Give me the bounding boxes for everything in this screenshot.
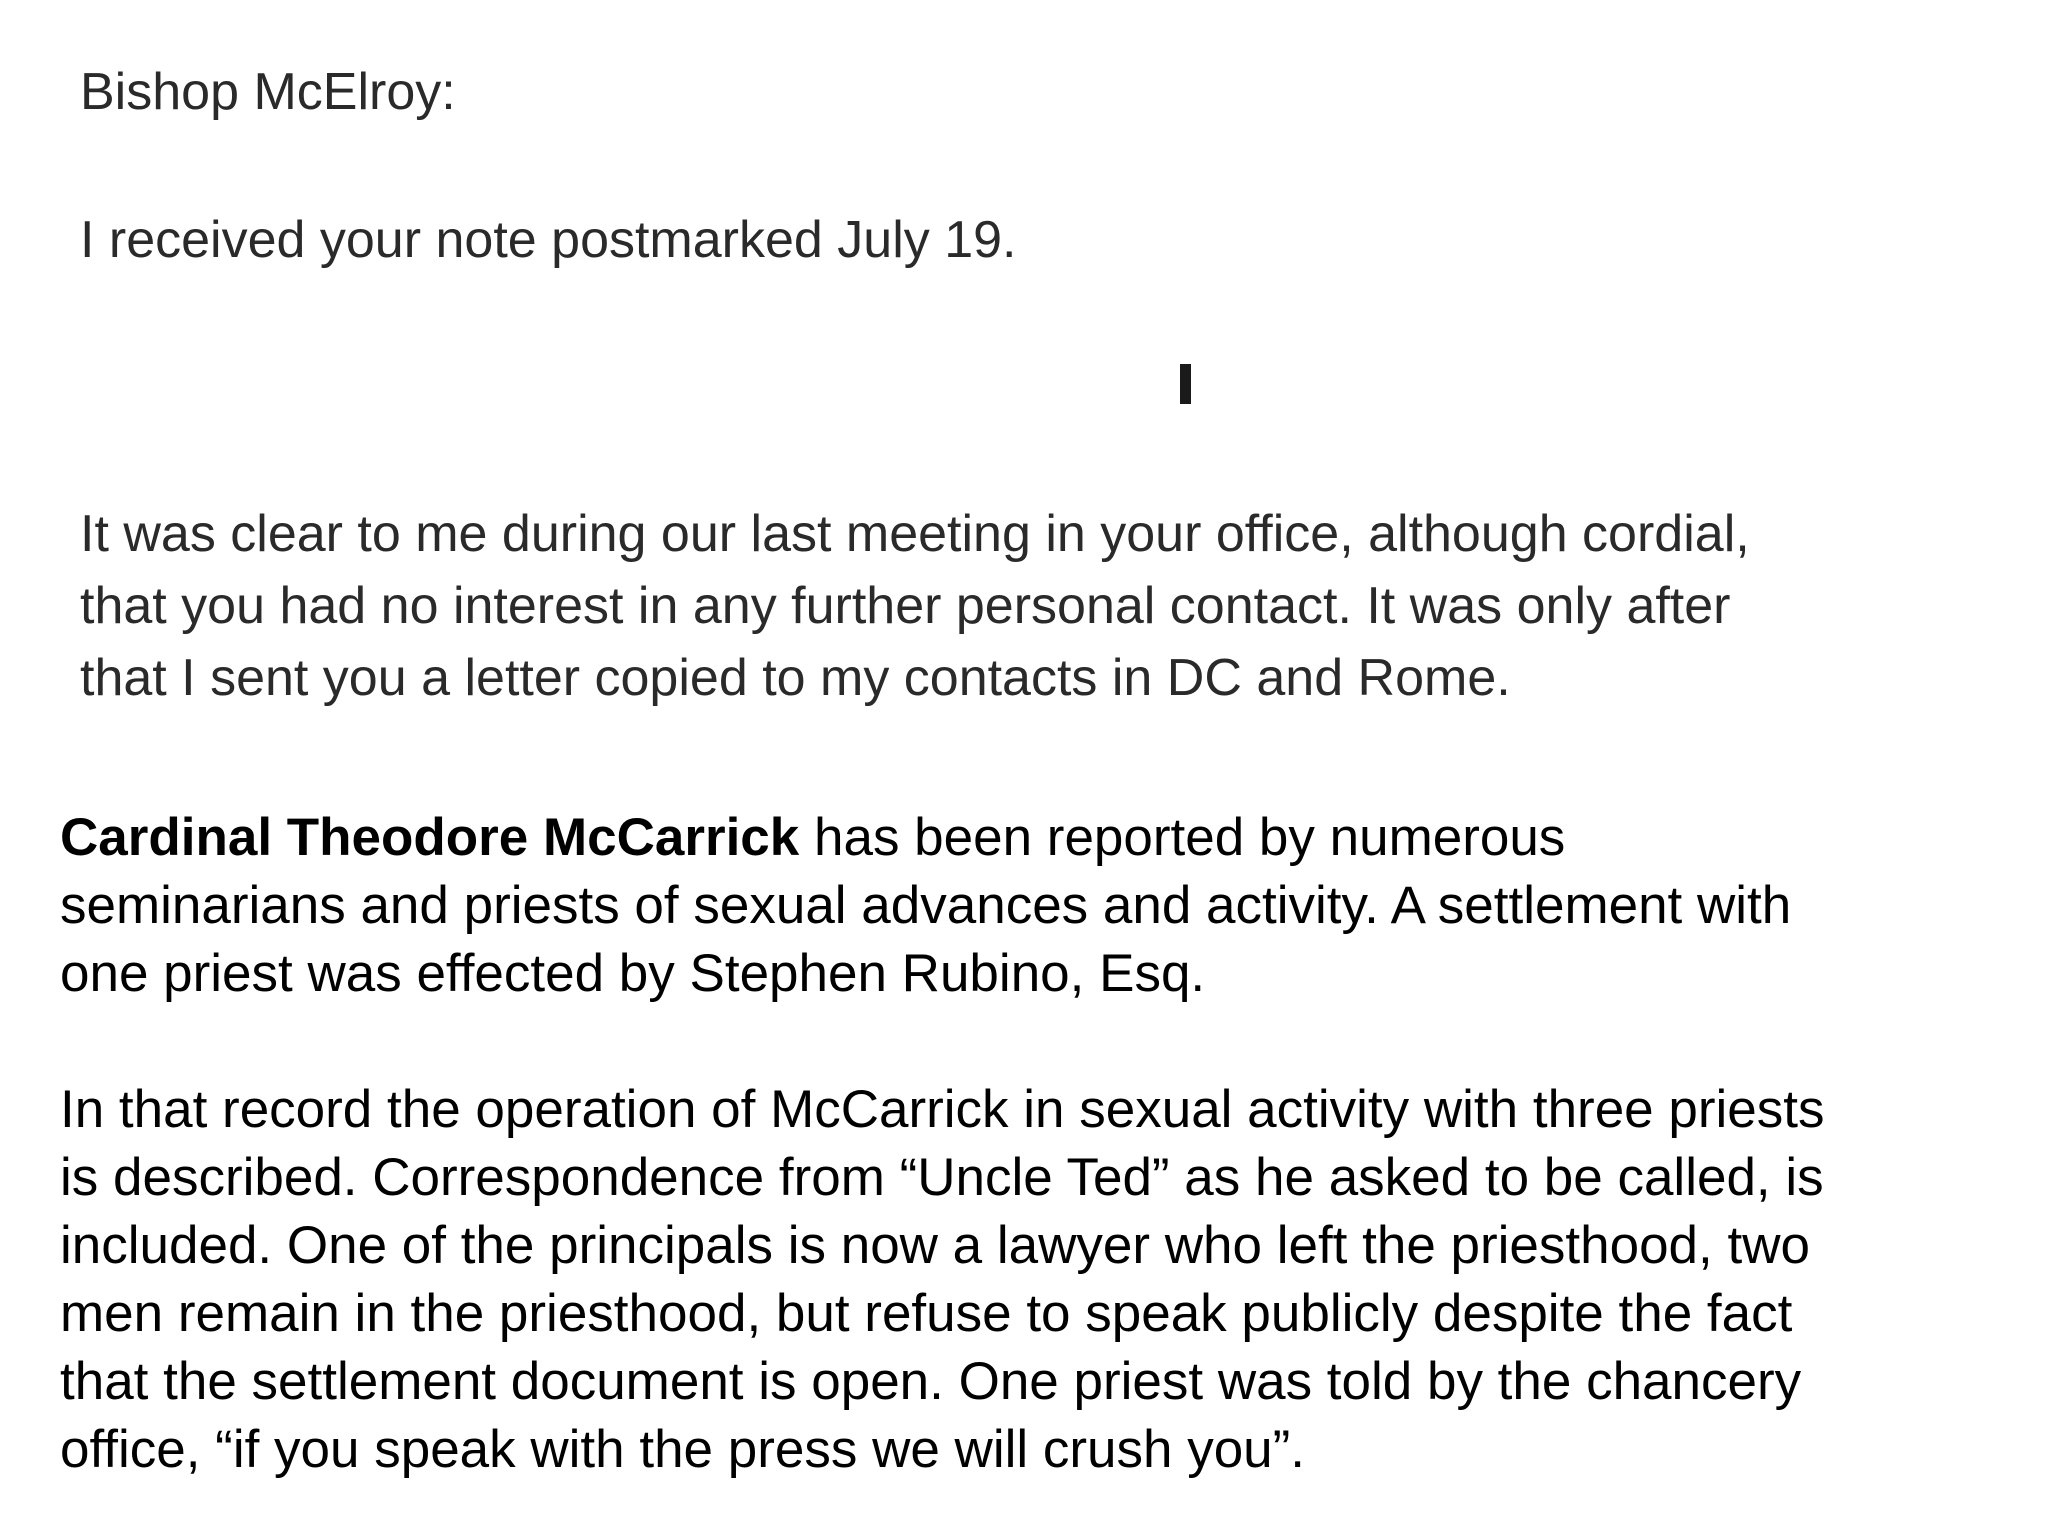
article-line: seminarians and priests of sexual advances and activity. A settlement with [60, 876, 1792, 935]
letter-salutation: Bishop McElroy: [80, 63, 456, 121]
letter-body-line: It was clear to me during our last meeting in your office, although cordial, [80, 505, 1750, 563]
article-line-rest: has been reported by numerous [799, 808, 1566, 867]
letter-body-line: that I sent you a letter copied to my contacts in DC and Rome. [80, 649, 1511, 707]
letter-body-line: that you had no interest in any further personal contact. It was only after [80, 577, 1731, 635]
cardinal-name: Cardinal Theodore McCarrick [60, 808, 800, 867]
article-paragraph-2 [60, 1076, 2040, 1484]
article-line: is described. Correspondence from “Uncle Ted” as he asked to be called, is [60, 1148, 1824, 1207]
letter-received-note: I received your note postmarked July 19. [80, 211, 1017, 269]
article-line: In that record the operation of McCarrick in sexual activity with three priests [60, 1080, 1825, 1139]
article-paragraph-1 [60, 804, 2040, 1008]
article-text [60, 804, 2040, 1484]
paragraph-gap [60, 1008, 2040, 1076]
article-line: office, “if you speak with the press we will crush you”. [60, 1420, 1306, 1479]
article-line: included. One of the principals is now a lawyer who left the priesthood, two [60, 1216, 1810, 1275]
article-line: one priest was effected by Stephen Rubino, Esq. [60, 944, 1206, 1003]
text-cursor-mark [1180, 364, 1191, 404]
letter-body [80, 498, 2040, 714]
article-line: men remain in the priesthood, but refuse to speak publicly despite the fact [60, 1284, 1793, 1343]
article-line: that the settlement document is open. One priest was told by the chancery [60, 1352, 1802, 1411]
article-line [60, 804, 2040, 872]
